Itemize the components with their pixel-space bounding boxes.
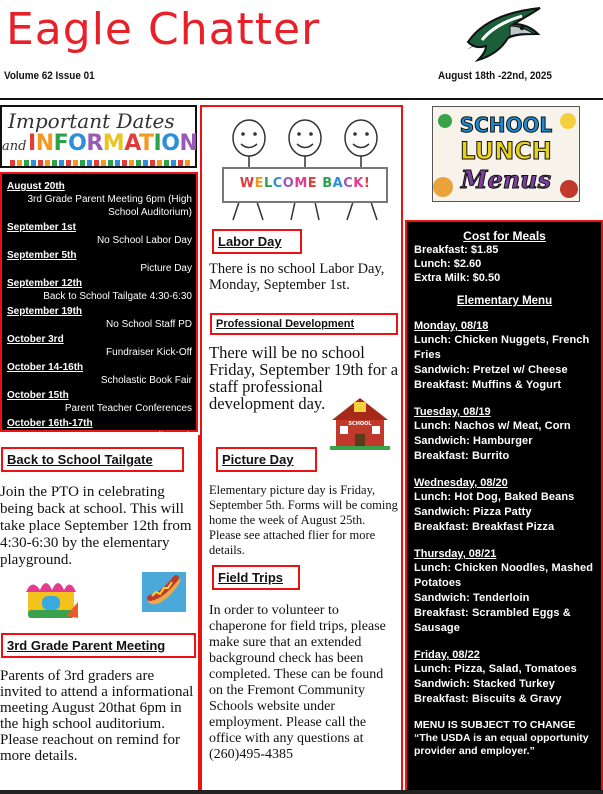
welcome-back-illustration: [219, 118, 391, 224]
header-divider: [0, 98, 603, 100]
event-description: Scholastic Book Fair: [100, 375, 192, 386]
lunch-menu-panel: [405, 220, 603, 794]
field-trips-text: In order to volunteer to chaperone for field trips, please make sure that an extended background check has been completed. These can be found on the Fremont Community Schools website under employment. Please call the office with any questions at (260)495-4385: [209, 603, 386, 762]
menu-day-block: [414, 405, 595, 464]
bounce-house-icon: [22, 572, 80, 620]
event-date: October 15th: [7, 390, 69, 401]
menu-item: Breakfast: Muffins & Yogurt: [414, 379, 562, 391]
cost-lunch: Lunch: $2.60: [414, 258, 482, 270]
menu-day-heading: Thursday, 08/21: [414, 548, 497, 560]
event-description: Picture Day: [140, 263, 192, 274]
menu-days: [414, 319, 595, 707]
important-dates-banner: [0, 105, 197, 168]
school-lunch-menus-graphic: [432, 106, 580, 202]
information-label: INFORMATION: [28, 131, 198, 156]
menu-item: Lunch: Chicken Noodles, Mashed Potatoes: [414, 562, 594, 589]
pro-dev-heading: Professional Development: [210, 313, 398, 335]
lunch-graphic-menus: Menus: [460, 165, 552, 194]
elementary-menu-heading: Elementary Menu: [456, 295, 553, 307]
picture-day-heading: Picture Day: [216, 447, 317, 472]
event-date: September 12th: [7, 278, 83, 289]
menu-day-block: [414, 476, 595, 535]
school-sign: SCHOOL: [348, 421, 372, 427]
lunch-graphic-school: SCHOOL: [459, 113, 553, 137]
eagle-logo-icon: [462, 4, 546, 68]
menu-day-heading: Wednesday, 08/20: [414, 477, 508, 489]
event-description: No School Labor Day: [96, 235, 192, 246]
tailgate-heading: Back to School Tailgate: [1, 447, 184, 472]
menu-day-block: [414, 319, 595, 393]
menu-item: Sandwich: Pizza Patty: [414, 506, 532, 518]
issue-date: August 18th -22nd, 2025: [438, 70, 552, 82]
menu-item: Breakfast: Biscuits & Gravy: [414, 693, 562, 705]
event-description: Back to School Tailgate 4:30-6:30: [43, 291, 192, 302]
important-dates-label: Important Dates: [8, 109, 175, 133]
menu-change-note: MENU IS SUBJECT TO CHANGE: [414, 719, 576, 731]
menu-day-block: [414, 648, 595, 707]
menu-item: Sandwich: Hamburger: [414, 435, 533, 447]
picture-day-text: Elementary picture day is Friday, September 5th. Forms will be coming home the week of August 25th. Please see attached flier for more details.: [209, 483, 398, 557]
menu-day-block: [414, 547, 595, 636]
menu-day-heading: Friday, 08/22: [414, 649, 480, 661]
hotdog-icon: [142, 572, 186, 612]
event-description: 3rd Grade Parent Meeting 6pm (High School Auditorium): [27, 194, 192, 218]
tailgate-text: Join the PTO in celebrating being back at school. This will take place September 12th from 4:30-6:30 by the elementary playground.: [0, 484, 192, 568]
event-description: Parent Teacher Conferences: [64, 403, 192, 414]
menu-day-heading: Monday, 08/18: [414, 320, 489, 332]
decorative-dots: [10, 160, 190, 166]
parent-meeting-heading: 3rd Grade Parent Meeting: [1, 633, 196, 658]
important-dates-list: [0, 172, 198, 442]
event-date: October 16th-17th: [7, 418, 93, 429]
menu-item: Breakfast: Burrito: [414, 450, 510, 462]
menu-item: Lunch: Pizza, Salad, Tomatoes: [414, 663, 577, 675]
event-date: September 1st: [7, 222, 76, 233]
menu-item: Breakfast: Breakfast Pizza: [414, 521, 555, 533]
welcome-banner-text: WELCOME BACK!: [239, 176, 371, 191]
newsletter-title: Eagle Chatter: [6, 4, 321, 55]
cost-milk: Extra Milk: $0.50: [414, 272, 501, 284]
bottom-divider: [0, 790, 603, 794]
lunch-graphic-lunch: LUNCH: [460, 137, 552, 165]
and-label: and: [2, 139, 27, 154]
field-trips-heading: Field Trips: [212, 565, 300, 590]
menu-item: Lunch: Nachos w/ Meat, Corn: [414, 420, 571, 432]
menu-item: Sandwich: Stacked Turkey: [414, 678, 555, 690]
event-description: Fundraiser Kick-Off: [106, 347, 192, 358]
event-description: No School Staff PD: [106, 319, 192, 330]
labor-day-heading: Labor Day: [212, 229, 302, 254]
parent-meeting-text: Parents of 3rd graders are invited to attend a informational meeting August 20that 6pm in the high school auditorium. Please reachout on remind for more details.: [0, 668, 194, 764]
event-description: Fall Break: [146, 431, 192, 442]
volume-issue: Volume 62 Issue 01: [4, 70, 95, 82]
menu-day-heading: Tuesday, 08/19: [414, 406, 491, 418]
event-date: October 3rd: [7, 334, 64, 345]
menu-item: Sandwich: Tenderloin: [414, 592, 530, 604]
labor-day-text: There is no school Labor Day, Monday, September 1st.: [209, 261, 385, 293]
pro-dev-text: There will be no school Friday, September 19th for a staff professional development day.: [209, 343, 399, 413]
event-date: September 5th: [7, 250, 77, 261]
event-date: August 20th: [7, 181, 65, 192]
menu-item: Lunch: Hot Dog, Baked Beans: [414, 491, 575, 503]
menu-item: Breakfast: Scrambled Eggs & Sausage: [414, 607, 571, 634]
usda-statement: “The USDA is an equal opportunity provider and employer.”: [414, 732, 589, 757]
menu-item: Lunch: Chicken Nuggets, French Fries: [414, 334, 590, 361]
event-date: October 14-16th: [7, 362, 84, 373]
event-date: September 19th: [7, 306, 83, 317]
cost-breakfast: Breakfast: $1.85: [414, 244, 499, 256]
menu-item: Sandwich: Pretzel w/ Cheese: [414, 364, 568, 376]
cost-heading: Cost for Meals: [463, 229, 546, 243]
